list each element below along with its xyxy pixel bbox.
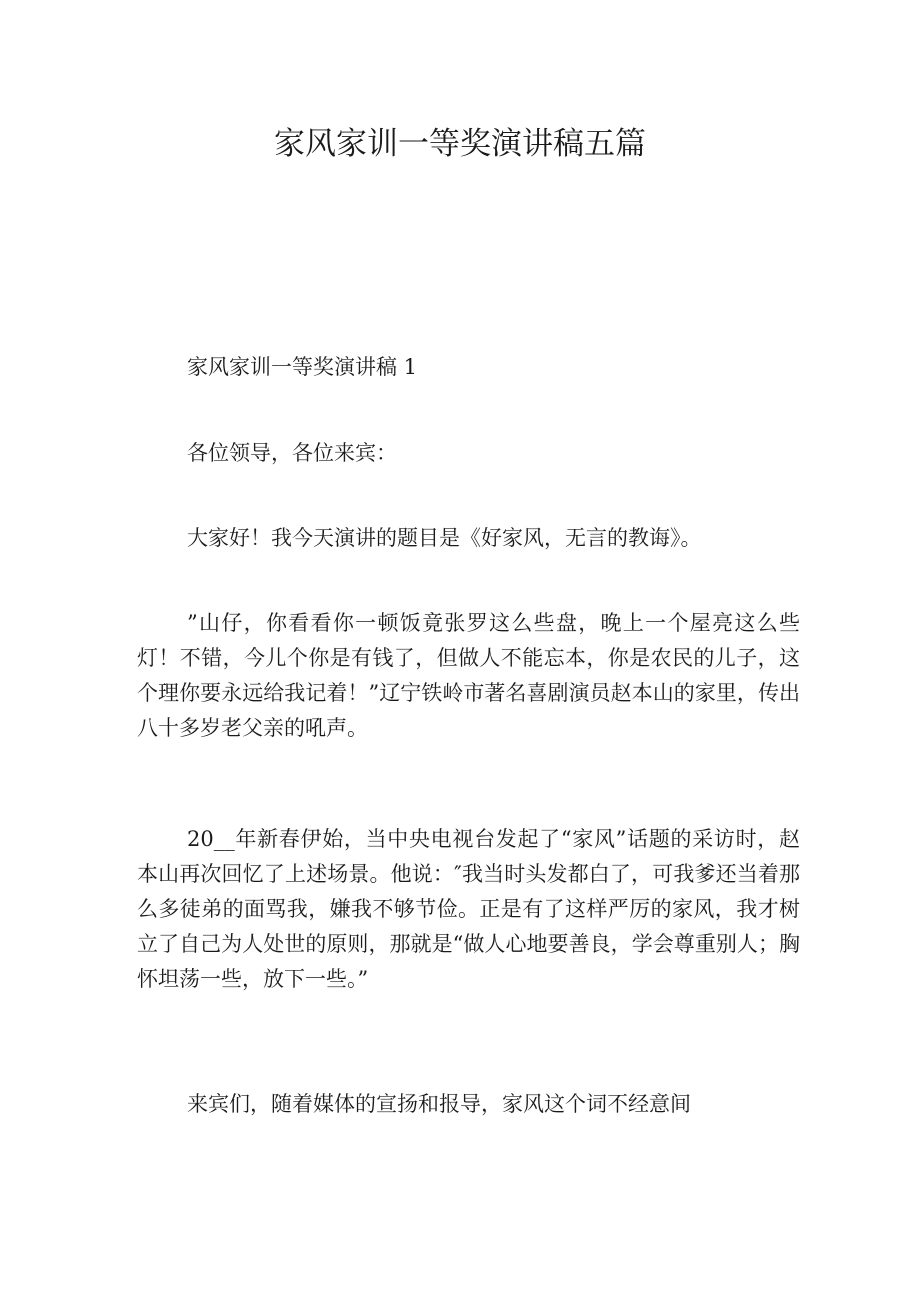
paragraph-closing: 来宾们，随着媒体的宣扬和报导，家风这个词不经意间 xyxy=(187,1092,691,1116)
paragraph-interview: 20__年新春伊始，当中央电视台发起了“家风”话题的采访时，赵本山再次回忆了上述场景。他说：″我当时头发都白了，可我爹还当着那么多徒弟的面骂我，嫌我不够节俭。正是有了这样严厉的家风，我才树立了自己为人处世的原则，那就是“做人心地要善良，学会尊重别人；胸怀坦荡一些，放下一些。” xyxy=(137,827,800,991)
section-heading: 家风家训一等奖演讲稿 1 xyxy=(187,355,418,379)
paragraph-topic: 大家好！我今天演讲的题目是《好家风，无言的教诲》。 xyxy=(187,526,702,550)
paragraph-greeting: 各位领导，各位来宾： xyxy=(187,441,397,465)
document-title: 家风家训一等奖演讲稿五篇 xyxy=(274,126,646,162)
paragraph-quote: ”山仔，你看看你一顿饭竟张罗这么些盘，晚上一个屋亮这么些灯！不错，今儿个你是有钱了，但做人不能忘本，你是农民的儿子，这个理你要永远给我记着！”辽宁铁岭市著名喜剧演员赵本山的家里，传出八十多岁老父亲的吼声。 xyxy=(137,611,800,740)
